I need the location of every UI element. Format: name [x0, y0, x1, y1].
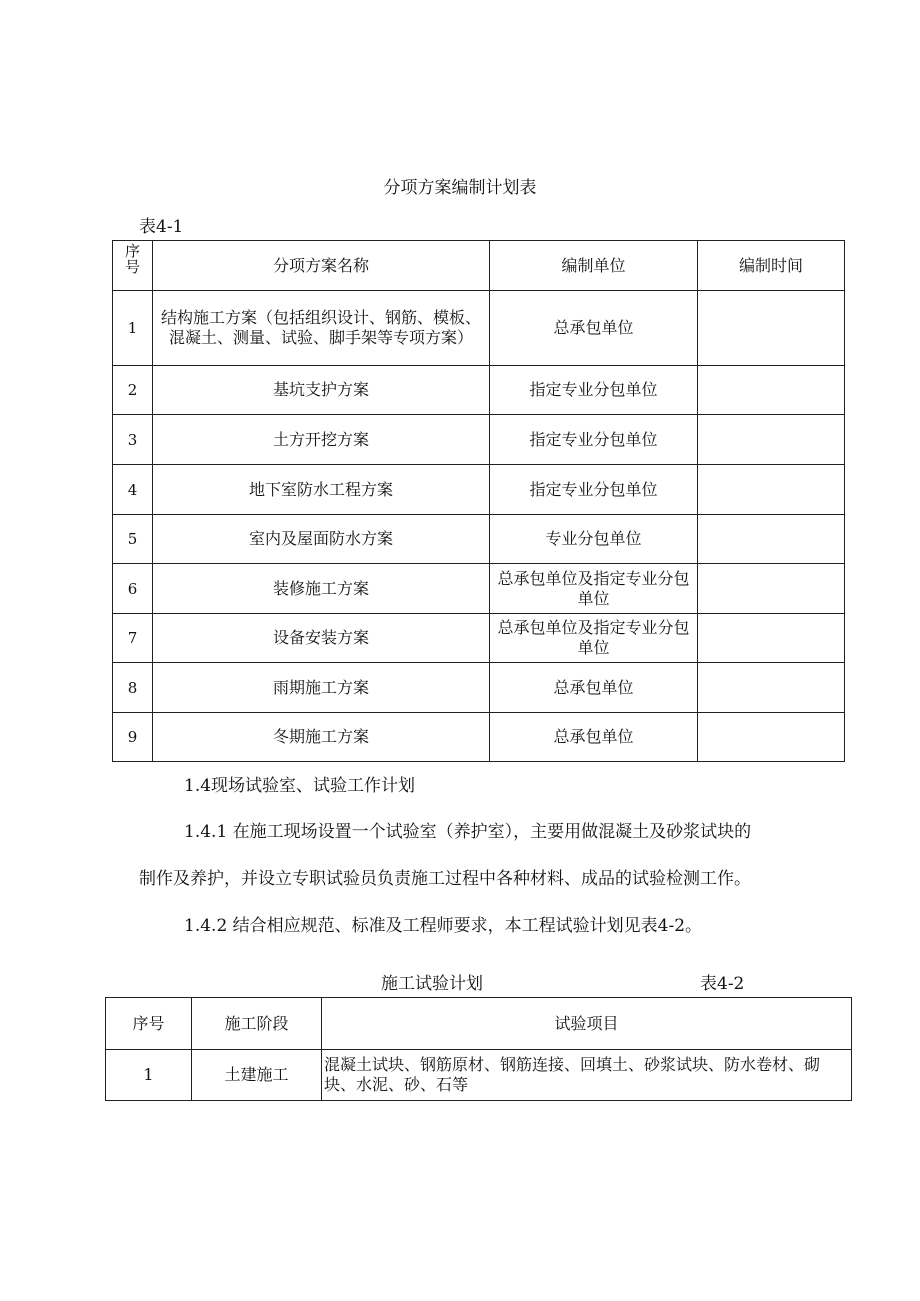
header-seq: 序号: [106, 998, 192, 1050]
row-name: 土方开挖方案: [153, 415, 490, 465]
row-unit: 总承包单位: [490, 713, 698, 762]
row-seq: 3: [113, 415, 153, 465]
table2-title: 施工试验计划: [381, 974, 483, 994]
table-row: [113, 366, 845, 415]
header-name: 分项方案名称: [153, 241, 490, 291]
table-row: [113, 663, 845, 713]
row-time: [698, 614, 845, 663]
table-row: [113, 415, 845, 465]
table-header-row: [106, 998, 852, 1050]
row-time: [698, 515, 845, 564]
row-seq: 4: [113, 465, 153, 515]
row-unit: 总承包单位及指定专业分包单位: [490, 614, 698, 663]
paragraph-2: 1.4.2 结合相应规范、标准及工程师要求，本工程试验计划见表4-2。: [184, 916, 703, 936]
table-row: [113, 291, 845, 366]
row-name: 地下室防水工程方案: [153, 465, 490, 515]
row-seq: 8: [113, 663, 153, 713]
row-unit: 总承包单位: [490, 291, 698, 366]
row-time: [698, 713, 845, 762]
header-items: 试验项目: [322, 998, 852, 1050]
table2-label: 表4-2: [700, 974, 745, 994]
row-unit: 指定专业分包单位: [490, 415, 698, 465]
row-stage: 土建施工: [192, 1050, 322, 1101]
table-header-row: [113, 241, 845, 291]
row-time: [698, 291, 845, 366]
table-row: [113, 515, 845, 564]
row-seq: 2: [113, 366, 153, 415]
paragraph-1-line-2: 制作及养护，并设立专职试验员负责施工过程中各种材料、成品的试验检测工作。: [139, 869, 751, 889]
header-stage: 施工阶段: [192, 998, 322, 1050]
row-unit: 指定专业分包单位: [490, 465, 698, 515]
table-row: [113, 465, 845, 515]
row-name: 设备安装方案: [153, 614, 490, 663]
header-seq: 序号: [113, 241, 153, 291]
test-plan-table: [105, 997, 852, 1101]
table-row: [113, 713, 845, 762]
row-time: [698, 663, 845, 713]
row-name: 装修施工方案: [153, 564, 490, 614]
header-unit: 编制单位: [490, 241, 698, 291]
table-row: [113, 614, 845, 663]
table1-title: 分项方案编制计划表: [383, 178, 537, 198]
header-time: 编制时间: [698, 241, 845, 291]
paragraph-1-line-1: 1.4.1 在施工现场设置一个试验室（养护室），主要用做混凝土及砂浆试块的: [184, 822, 752, 842]
row-unit: 总承包单位: [490, 663, 698, 713]
row-unit: 指定专业分包单位: [490, 366, 698, 415]
row-time: [698, 366, 845, 415]
row-seq: 1: [106, 1050, 192, 1101]
row-time: [698, 564, 845, 614]
row-name: 室内及屋面防水方案: [153, 515, 490, 564]
table1-label: 表4-1: [139, 217, 184, 237]
row-time: [698, 415, 845, 465]
row-seq: 9: [113, 713, 153, 762]
row-seq: 7: [113, 614, 153, 663]
row-name: 雨期施工方案: [153, 663, 490, 713]
plan-table: [112, 240, 845, 762]
row-name: 基坑支护方案: [153, 366, 490, 415]
row-name: 冬期施工方案: [153, 713, 490, 762]
row-unit: 总承包单位及指定专业分包单位: [490, 564, 698, 614]
row-items: 混凝土试块、钢筋原材、钢筋连接、回填土、砂浆试块、防水卷材、砌块、水泥、砂、石等: [322, 1050, 852, 1101]
table-row: [106, 1050, 852, 1101]
table-row: [113, 564, 845, 614]
row-time: [698, 465, 845, 515]
section-heading: 1.4现场试验室、试验工作计划: [184, 776, 416, 796]
row-name: 结构施工方案（包括组织设计、钢筋、模板、混凝土、测量、试验、脚手架等专项方案）: [153, 291, 490, 366]
row-seq: 5: [113, 515, 153, 564]
row-seq: 1: [113, 291, 153, 366]
row-unit: 专业分包单位: [490, 515, 698, 564]
row-seq: 6: [113, 564, 153, 614]
